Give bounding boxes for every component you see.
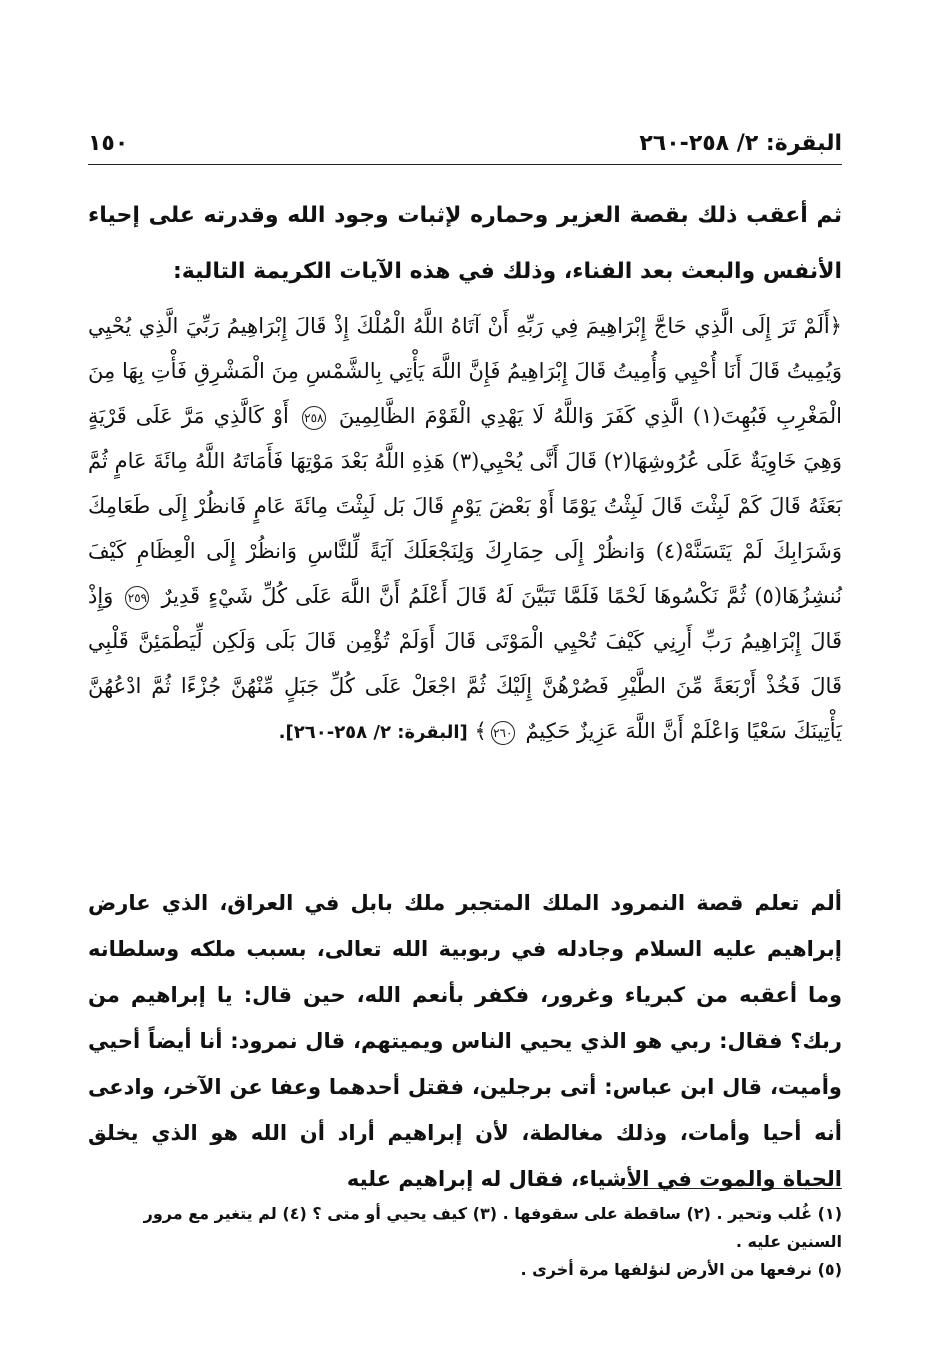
- verse-259: أَوْ كَالَّذِي مَرَّ عَلَى قَرْيَةٍ وَهِيَ خَاوِيَةٌ عَلَى عُرُوشِهَا(٢) قَالَ أَنَّى يُحْيِي(٣) هَذِهِ اللَّهُ بَعْدَ مَوْتِهَا فَأَمَاتَهُ اللَّهُ مِائَةَ عَامٍ ثُمَّ بَعَثَهُ قَالَ كَمْ لَبِثْتَ قَالَ لَبِثْتُ يَوْمًا أَوْ بَعْضَ يَوْمٍ قَالَ بَل لَبِثْتَ مِائَةَ عَامٍ فَانظُرْ إِلَى طَعَامِكَ وَشَرَابِكَ لَمْ يَتَسَنَّهْ(٤) وَانظُرْ إِلَى حِمَارِكَ وَلِنَجْعَلَكَ آيَةً لِّلنَّاسِ وَانظُرْ إِلَى الْعِظَامِ كَيْفَ نُنشِزُهَا(٥) ثُمَّ نَكْسُوهَا لَحْمًا فَلَمَّا تَبَيَّنَ لَهُ قَالَ أَعْلَمُ أَنَّ اللَّهَ عَلَى كُلِّ شَيْءٍ قَدِيرٌ: [88, 404, 843, 608]
- chapter-reference: البقرة: ٢/ ٢٥٨-٢٦٠: [639, 130, 842, 156]
- quran-passage: [88, 304, 842, 755]
- verse-end-marker-260: ٢٦٠: [491, 721, 515, 745]
- footnote-line-2: (٥) نرفعها من الأرض لنؤلفها مرة أخرى .: [520, 1260, 842, 1279]
- intro-paragraph: [88, 188, 842, 300]
- quran-text: [88, 304, 842, 755]
- page-number: ١٥٠: [88, 130, 129, 156]
- intro-text: ثم أعقب ذلك بقصة العزير وحماره لإثبات وجود الله وقدرته على إحياء الأنفس والبعث بعد الفناء، وذلك في هذه الآيات الكريمة التالية:: [88, 203, 842, 284]
- surah-reference: [البقرة: ٢/ ٢٥٨-٢٦٠].: [278, 722, 468, 743]
- verse-258: ﴿أَلَمْ تَرَ إِلَى الَّذِي حَاجَّ إِبْرَاهِيمَ فِي رَبِّهِ أَنْ آتَاهُ اللَّهُ الْمُلْكَ إِذْ قَالَ إِبْرَاهِيمُ رَبِّيَ الَّذِي يُحْيِي وَيُمِيتُ قَالَ أَنَا أُحْيِي وَأُمِيتُ قَالَ إِبْرَاهِيمُ فَإِنَّ اللَّهَ يَأْتِي بِالشَّمْسِ مِنَ الْمَشْرِقِ فَأْتِ بِهَا مِنَ الْمَغْرِبِ فَبُهِتَ(١) الَّذِي كَفَرَ وَاللَّهُ لَا يَهْدِي الْقَوْمَ الظَّالِمِينَ: [88, 314, 842, 428]
- closing-bracket: ﴾: [474, 719, 487, 743]
- verse-end-marker-258: ٢٥٨: [302, 406, 326, 430]
- verse-260: وَإِذْ قَالَ إِبْرَاهِيمُ رَبِّ أَرِنِي كَيْفَ تُحْيِي الْمَوْتَى قَالَ أَوَلَمْ تُؤْمِن قَالَ بَلَى وَلَكِن لِّيَطْمَئِنَّ قَلْبِي قَالَ فَخُذْ أَرْبَعَةً مِّنَ الطَّيْرِ فَصُرْهُنَّ إِلَيْكَ ثُمَّ اجْعَلْ عَلَى كُلِّ جَبَلٍ مِّنْهُنَّ جُزْءًا ثُمَّ ادْعُهُنَّ يَأْتِينَكَ سَعْيًا وَاعْلَمْ أَنَّ اللَّهَ عَزِيزٌ حَكِيمٌ: [88, 584, 842, 743]
- page-header: [88, 122, 842, 165]
- verse-end-marker-259: ٢٥٩: [125, 586, 149, 610]
- commentary-paragraph: [88, 880, 842, 1202]
- commentary-text: ألم تعلم قصة النمرود الملك المتجبر ملك بابل في العراق، الذي عارض إبراهيم عليه السلام وجادله في ربوبية الله تعالى، بسبب ملكه وسلطانه وما أعقبه من كبرياء وغرور، فكفر بأنعم الله، حين قال: يا إبراهيم من ربك؟ فقال: ربي هو الذي يحيي الناس ويميتهم، قال نمرود: أنا أيضاً أحيي وأميت، قال ابن عباس: أتى برجلين، فقتل أحدهما وعفا عن الآخر، وادعى أنه أحيا وأمات، وذلك مغالطة، لأن إبراهيم أراد أن الله هو الذي يخلق الحياة والموت في الأشياء، فقال له إبراهيم عليه: [88, 891, 842, 1191]
- footnote-line-1: (١) غُلب وتحير . (٢) ساقطة على سقوفها . (٣) كيف يحيي أو متى ؟ (٤) لم يتغير مع مرور السنين عليه .: [143, 1204, 842, 1251]
- footnotes: [88, 1200, 842, 1284]
- footnote-divider: [622, 1188, 842, 1189]
